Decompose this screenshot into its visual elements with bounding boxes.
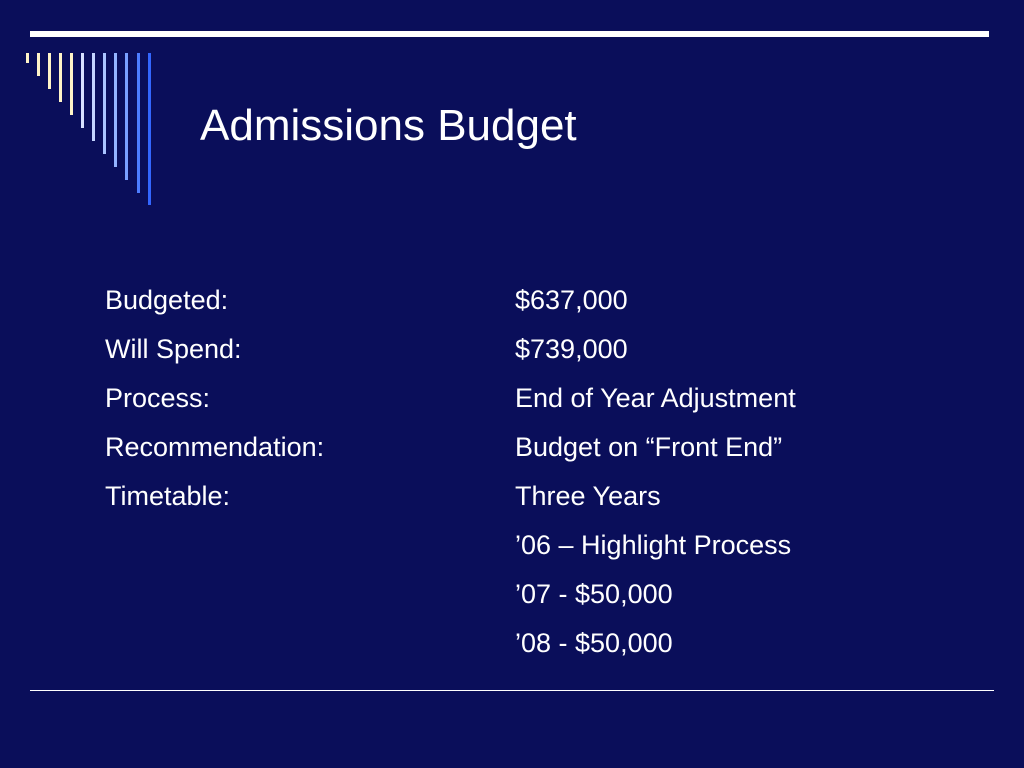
stripe-6 — [81, 53, 84, 128]
row-budgeted — [105, 276, 925, 325]
bottom-rule — [30, 690, 994, 691]
row-label: Timetable: — [105, 481, 231, 511]
row-label: Recommendation: — [105, 432, 325, 462]
row-value: ’08 - $50,000 — [515, 628, 673, 658]
row-timetable-08 — [105, 619, 925, 668]
stripe-10 — [125, 53, 128, 180]
row-value: $739,000 — [515, 334, 628, 364]
slide-title: Admissions Budget — [200, 101, 577, 150]
budget-list — [105, 276, 925, 668]
stripe-1 — [26, 53, 29, 63]
row-label: Will Spend: — [105, 334, 242, 364]
row-will-spend — [105, 325, 925, 374]
stripe-9 — [114, 53, 117, 167]
stripe-4 — [59, 53, 62, 102]
row-label: Process: — [105, 383, 211, 413]
stripe-8 — [103, 53, 106, 154]
row-value: Three Years — [515, 481, 661, 511]
row-process — [105, 374, 925, 423]
row-timetable-06 — [105, 521, 925, 570]
stripe-5 — [70, 53, 73, 115]
row-timetable — [105, 472, 925, 521]
row-value: End of Year Adjustment — [515, 383, 796, 413]
stripe-12 — [148, 53, 151, 205]
stripe-2 — [37, 53, 40, 76]
row-label: Budgeted: — [105, 285, 229, 315]
stripe-3 — [48, 53, 51, 89]
stripe-7 — [92, 53, 95, 141]
row-value: Budget on “Front End” — [515, 432, 783, 462]
row-value: $637,000 — [515, 285, 628, 315]
row-recommendation — [105, 423, 925, 472]
stripe-decoration — [0, 0, 200, 220]
row-timetable-07 — [105, 570, 925, 619]
stripe-11 — [137, 53, 140, 193]
row-value: ’06 – Highlight Process — [515, 530, 792, 560]
row-value: ’07 - $50,000 — [515, 579, 673, 609]
